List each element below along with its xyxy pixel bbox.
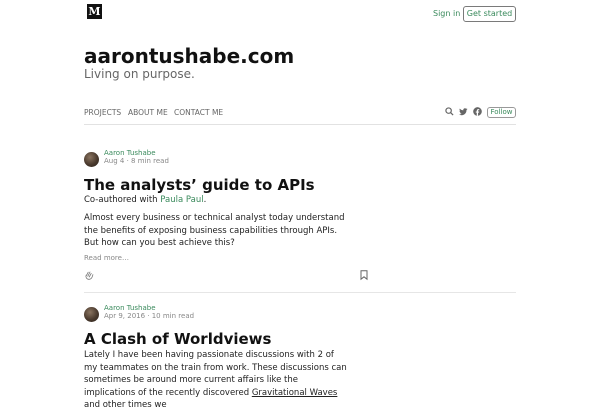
post-excerpt: Almost every business or technical analyst today understand the benefits of exposing business capabilities through APIs. But how can you best achieve this? <box>84 213 345 248</box>
post-title[interactable]: The analysts’ guide to APIs <box>84 176 315 194</box>
publication-title[interactable]: aarontushabe.com <box>84 44 295 68</box>
post-meta: Aug 4 · 8 min read <box>104 157 169 165</box>
sign-in-link[interactable]: Sign in <box>433 9 461 18</box>
publication-nav <box>84 105 516 125</box>
post-card <box>84 304 374 410</box>
gravitational-waves-link[interactable]: Gravitational Waves <box>251 387 338 398</box>
post-meta: Apr 9, 2016 · 10 min read <box>104 312 195 320</box>
post-card <box>84 150 374 285</box>
nav-item-about-me[interactable]: ABOUT ME <box>128 108 168 117</box>
get-started-button[interactable]: Get started <box>463 6 516 22</box>
search-icon[interactable] <box>445 107 454 116</box>
post-excerpt <box>84 349 349 412</box>
coauthor-prefix: Co-authored with <box>84 195 161 205</box>
read-more-link[interactable]: Read more… <box>84 254 129 262</box>
publication-tagline: Living on purpose. <box>84 67 195 81</box>
follow-button[interactable]: Follow <box>487 107 516 118</box>
post-coauthor-line <box>84 194 349 207</box>
nav-item-contact-me[interactable]: CONTACT ME <box>174 108 224 117</box>
facebook-icon[interactable] <box>473 107 482 116</box>
bookmark-icon[interactable] <box>360 270 368 280</box>
twitter-icon[interactable] <box>459 107 468 116</box>
excerpt-start: Lately I have been having passionate discussions with 2 of my teammates on the train from work. These discussions can sometimes be around more current affairs like the implications of the recently discovered <box>84 350 347 398</box>
post-divider <box>84 292 516 293</box>
author-avatar[interactable] <box>84 307 99 322</box>
post-author[interactable]: Aaron Tushabe <box>104 304 156 312</box>
coauthor-suffix: . <box>203 195 207 205</box>
excerpt-end: and other times we <box>84 400 167 410</box>
medium-logo[interactable]: M <box>88 5 101 18</box>
top-bar <box>0 0 600 30</box>
author-avatar[interactable] <box>84 152 99 167</box>
post-author[interactable]: Aaron Tushabe <box>104 149 156 157</box>
coauthor-link[interactable]: Paula Paul <box>160 195 204 205</box>
post-title[interactable]: A Clash of Worldviews <box>84 330 272 348</box>
clap-icon[interactable] <box>84 270 94 280</box>
nav-item-projects[interactable]: PROJECTS <box>84 108 122 117</box>
